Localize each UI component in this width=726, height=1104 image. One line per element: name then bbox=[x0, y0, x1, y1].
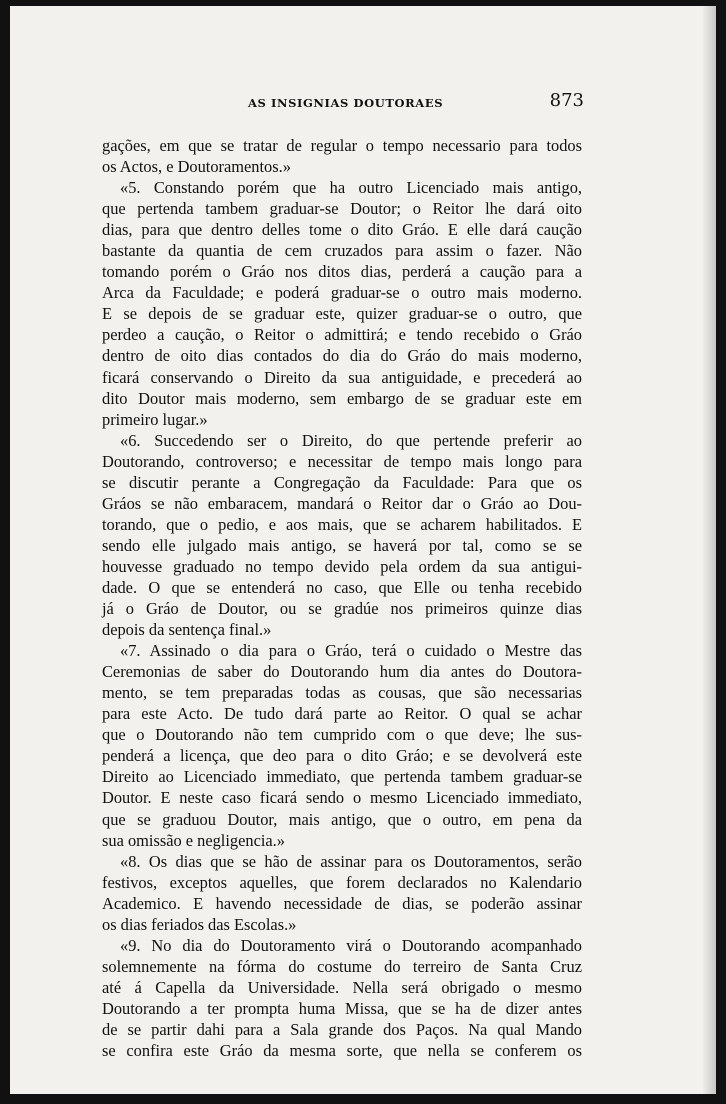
text-line: «9. No dia do Doutoramento virá o Doutorando acompanhado bbox=[120, 935, 582, 955]
text-line: dade. O que se entenderá no caso, que Elle ou tenha recebido bbox=[102, 577, 582, 597]
text-line: sendo elle julgado mais antigo, se haverá por tal, como se se bbox=[102, 535, 582, 555]
text-line: Ceremonias de saber do Doutorando hum dia antes do Doutora- bbox=[102, 662, 582, 682]
text-line: houvesse graduado no tempo devido pela ordem da sua antigui- bbox=[102, 556, 582, 576]
text-line: bastante da quantia de cem cruzados para assim o fazer. Não bbox=[102, 241, 582, 261]
text-line: os dias feriados das Escolas.» bbox=[102, 914, 297, 934]
text-line: Doutor. E neste caso ficará sendo o mesmo Licenciado immediato, bbox=[102, 788, 582, 808]
page-header bbox=[108, 90, 584, 116]
text-line: mento, se tem preparadas todas as cousas, que são necessarias bbox=[102, 683, 582, 703]
text-line: se confira este Gráo da mesma sorte, que nella se conferem os bbox=[102, 1041, 582, 1061]
text-line: primeiro lugar.» bbox=[102, 409, 208, 429]
text-line: os Actos, e Doutoramentos.» bbox=[102, 157, 291, 177]
text-line: dias, para que dentro delles tome o dito Gráo. E elle dará caução bbox=[102, 220, 582, 240]
body-text bbox=[102, 135, 582, 1061]
text-line: E se depois de se graduar este, quizer graduar-se o outro, que bbox=[102, 304, 582, 324]
text-line: «8. Os dias que se hão de assinar para os Doutoramentos, serão bbox=[120, 851, 582, 871]
text-line: que se graduou Doutor, mais antigo, que o outro, em pena da bbox=[102, 809, 582, 829]
text-line: Direito ao Licenciado immediato, que pertenda tambem graduar-se bbox=[102, 767, 582, 787]
text-line: depois da sentença final.» bbox=[102, 620, 272, 640]
text-line: Doutorando a ter prompta huma Missa, que se ha de dizer antes bbox=[102, 998, 582, 1018]
text-line: Gráos se não embaracem, mandará o Reitor dar o Gráo ao Dou- bbox=[102, 493, 582, 513]
text-line: «7. Assinado o dia para o Gráo, terá o cuidado o Mestre das bbox=[120, 641, 582, 661]
text-line: que o Doutorando não tem cumprido com o que deve; lhe sus- bbox=[102, 725, 582, 745]
text-line: dito Doutor mais moderno, sem embargo de se graduar este em bbox=[102, 388, 582, 408]
text-line: até á Capella da Universidade. Nella será obrigado o mesmo bbox=[102, 977, 582, 997]
text-line: solemnemente na fórma do costume do terreiro de Santa Cruz bbox=[102, 956, 582, 976]
text-line: Academico. E havendo necessidade de dias, se poderão assinar bbox=[102, 893, 582, 913]
text-line: Arca da Faculdade; e poderá graduar-se o outro mais moderno. bbox=[102, 283, 582, 303]
text-line: já o Gráo de Doutor, ou se gradúe nos primeiros quinze dias bbox=[102, 599, 582, 619]
text-line: de se partir dahi para a Sala grande dos Paços. Na qual Mando bbox=[102, 1019, 582, 1039]
text-line: penderá a licença, que deo para o dito Gráo; e se devolverá este bbox=[102, 746, 582, 766]
book-page bbox=[10, 6, 716, 1094]
text-line: ficará conservando o Direito da sua antiguidade, e precederá ao bbox=[102, 367, 582, 387]
text-line: perdeo a caução, o Reitor o admittirá; e tendo recebido o Gráo bbox=[102, 325, 582, 345]
text-line: torando, que o pedio, e aos mais, que se acharem habilitados. E bbox=[102, 514, 582, 534]
page-number: 873 bbox=[549, 90, 584, 111]
text-line: que pertenda tambem graduar-se Doutor; o Reitor lhe dará oito bbox=[102, 199, 582, 219]
text-line: «6. Succedendo ser o Direito, do que pertende preferir ao bbox=[120, 430, 582, 450]
text-line: dentro de oito dias contados do dia do Gráo do mais moderno, bbox=[102, 346, 582, 366]
running-title: AS INSIGNIAS DOUTORAES bbox=[248, 96, 444, 110]
text-line: «5. Constando porém que ha outro Licenciado mais antigo, bbox=[120, 178, 582, 198]
text-line: Doutorando, controverso; e necessitar de tempo mais longo para bbox=[102, 451, 582, 471]
text-line: tomando porém o Gráo nos ditos dias, perderá a caução para a bbox=[102, 262, 582, 282]
text-line: sua omissão e negligencia.» bbox=[102, 830, 285, 850]
text-line: para este Acto. De tudo dará parte ao Reitor. O qual se achar bbox=[102, 704, 582, 724]
text-line: se discutir perante a Congregação da Faculdade: Para que os bbox=[102, 472, 582, 492]
text-line: gações, em que se tratar de regular o tempo necessario para todos bbox=[102, 136, 582, 155]
text-line: festivos, exceptos aquelles, que forem declarados no Kalendario bbox=[102, 872, 582, 892]
page-edge-shadow bbox=[702, 6, 716, 1094]
